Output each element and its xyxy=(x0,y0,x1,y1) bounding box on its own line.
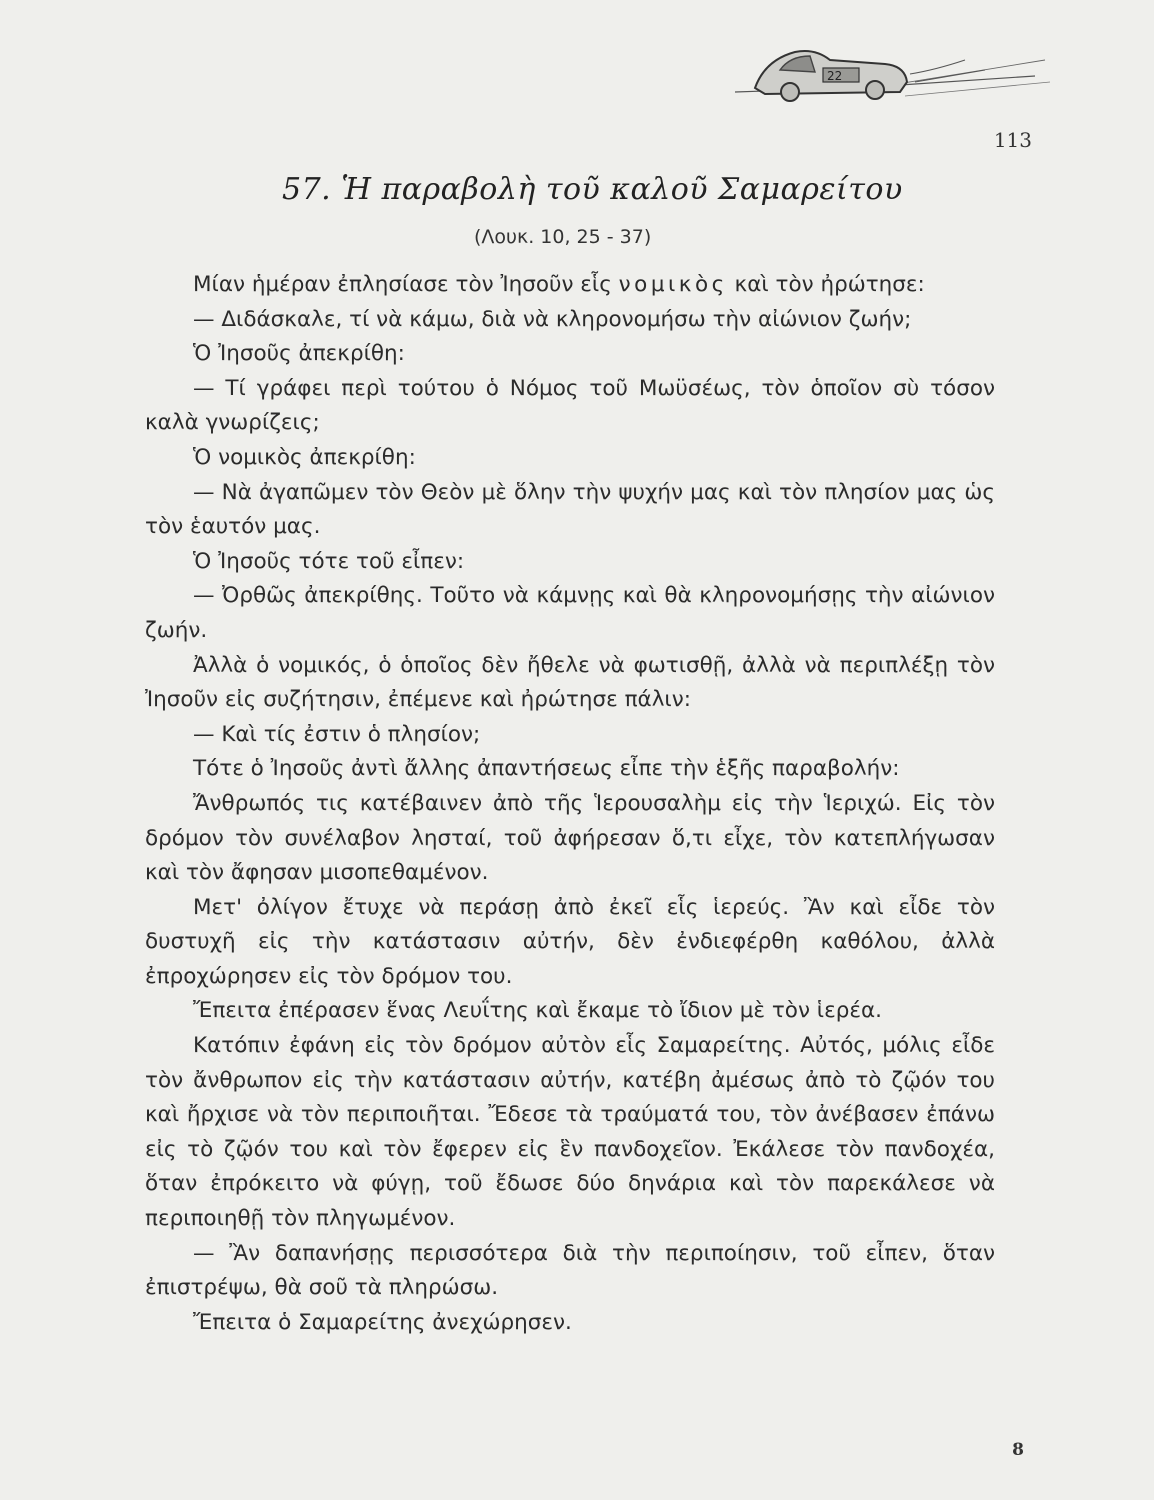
body-text xyxy=(145,268,995,1340)
paragraph: Ὁ Ἰησοῦς τότε τοῦ εἶπεν: xyxy=(193,548,465,574)
license-plate-text: 22 xyxy=(827,69,843,83)
paragraph: Κατόπιν ἐφάνη εἰς τὸν δρόμον αὐτὸν εἷς Σαμαρείτης. Αὐτός, μόλις εἶδε τὸν ἄνθρωπον εἰς τὴν κατάστασιν αὐτήν, κατέβη ἀμέσως ἀπὸ τὸ ζῷόν του καὶ ἤρχισε νὰ τὸν περιποιῆται. Ἔδεσε τὰ τραύματά του, τὸν ἀνέβασεν ἐπάνω εἰς τὸ ζῷόν του καὶ τὸν ἔφερεν εἰς ἓν πανδοχεῖον. Ἐκάλεσε τὸν πανδοχέα, ὅταν ἐπρόκειτο νὰ φύγῃ, τοῦ ἔδωσε δύο δηνάρια καὶ τὸν παρεκάλεσε νὰ περιποιηθῇ τὸν πληγωμένον. xyxy=(145,1033,995,1232)
paragraph: Ἀλλὰ ὁ νομικός, ὁ ὁποῖος δὲν ἤθελε νὰ φωτισθῇ, ἀλλὰ νὰ περιπλέξῃ τὸν Ἰησοῦν εἰς συζήτησιν, ἐπέμενε καὶ ἠρώτησε πάλιν: xyxy=(145,652,995,713)
paragraph: Μίαν ἡμέραν ἐπλησίασε τὸν Ἰησοῦν εἷς νομικὸς καὶ τὸν ἠρώτησε: xyxy=(193,272,925,297)
paragraph: Ἄνθρωπός τις κατέβαινεν ἀπὸ τῆς Ἱερουσαλὴμ εἰς τὴν Ἱεριχώ. Εἰς τὸν δρόμον τὸν συνέλαβον λησταί, τοῦ ἀφήρεσαν ὅ,τι εἶχε, τὸν κατεπλήγωσαν καὶ τὸν ἄφησαν μισοπεθαμένον. xyxy=(145,790,995,886)
paragraph: Μετ' ὀλίγον ἔτυχε νὰ περάσῃ ἀπὸ ἐκεῖ εἷς ἱερεύς. Ἂν καὶ εἶδε τὸν δυστυχῆ εἰς τὴν κατάστασιν αὐτήν, δὲν ἐνδιεφέρθη καθόλου, ἀλλὰ ἐπροχώρησεν εἰς τὸν δρόμον του. xyxy=(145,894,995,989)
signature-mark: 8 xyxy=(1012,1440,1024,1460)
scripture-reference: (Λουκ. 10, 25 - 37) xyxy=(474,226,652,248)
emphasized-word: νομικὸς xyxy=(618,272,728,297)
paragraph: Ἔπειτα ὁ Σαμαρείτης ἀνεχώρησεν. xyxy=(193,1309,572,1335)
paragraph: Ἔπειτα ἐπέρασεν ἕνας Λευΐτης καὶ ἔκαμε τὸ ἴδιον μὲ τὸν ἱερέα. xyxy=(193,998,882,1024)
paragraph: — Διδάσκαλε, τί νὰ κάμω, διὰ νὰ κληρονομήσω τὴν αἰώνιον ζωήν; xyxy=(193,306,912,332)
paragraph: Τότε ὁ Ἰησοῦς ἀντὶ ἄλλης ἀπαντήσεως εἶπε τὴν ἑξῆς παραβολήν: xyxy=(193,756,900,782)
paragraph: Ὁ νομικὸς ἀπεκρίθη: xyxy=(193,444,416,470)
paragraph: — Τί γράφει περὶ τούτου ὁ Νόμος τοῦ Μωϋσέως, τὸν ὁποῖον σὺ τόσον καλὰ γνωρίζεις; xyxy=(145,375,995,436)
paragraph: — Ἂν δαπανήσῃς περισσότερα διὰ τὴν περιποίησιν, τοῦ εἶπεν, ὅταν ἐπιστρέψω, θὰ σοῦ τὰ πληρώσω. xyxy=(145,1240,995,1301)
chapter-title: 57. Ἡ παραβολὴ τοῦ καλοῦ Σαμαρείτου xyxy=(282,172,903,207)
page-number: 113 xyxy=(993,128,1032,152)
car-sketch-illustration xyxy=(735,30,1055,110)
paragraph: Ὁ Ἰησοῦς ἀπεκρίθη: xyxy=(193,341,405,367)
paragraph: — Καὶ τίς ἐστιν ὁ πλησίον; xyxy=(193,721,481,747)
paragraph: — Ὀρθῶς ἀπεκρίθης. Τοῦτο νὰ κάμνῃς καὶ θὰ κληρονομήσῃς τὴν αἰώνιον ζωήν. xyxy=(145,583,995,643)
paragraph: — Νὰ ἀγαπῶμεν τὸν Θεὸν μὲ ὅλην τὴν ψυχήν μας καὶ τὸν πλησίον μας ὡς τὸν ἑαυτόν μας. xyxy=(145,479,995,540)
